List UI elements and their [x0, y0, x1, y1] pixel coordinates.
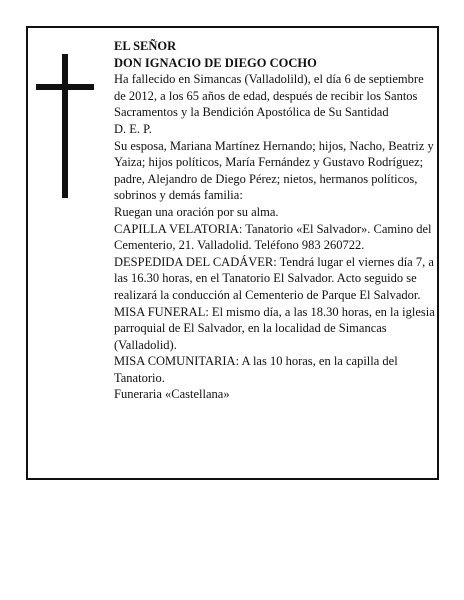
death-announcement: Ha fallecido en Simancas (Valladolild), el día 6 de septiembre de 2012, a los 65 años de edad, después de recibir los Santos Sacramentos y la Bendición Apostólica de Su Santidad: [114, 72, 424, 120]
obituary-notice: [26, 26, 439, 480]
dep-line: D. E. P.: [114, 121, 152, 136]
cross-vertical-bar: [62, 54, 68, 198]
funeraria: Funeraria «Castellana»: [114, 387, 230, 402]
cross-horizontal-bar: [36, 84, 94, 90]
notice-title: EL SEÑOR: [114, 39, 177, 53]
deceased-name: DON IGNACIO DE DIEGO COCHO: [114, 55, 317, 70]
misa-comunitaria: MISA COMUNITARIA: A las 10 horas, en la capilla del Tanatorio.: [114, 354, 398, 385]
family-list: Su esposa, Mariana Martínez Hernando; hijos, Nacho, Beatriz y Yaiza; hijos políticos, María Fernández y Gustavo Rodríguez; padre, Alejandro de Diego Pérez; nietos, hermanos políticos, sobrinos y demás familia:: [114, 138, 434, 203]
misa-funeral: MISA FUNERAL: El mismo día, a las 18.30 horas, en la iglesia parroquial de El Salvador, en la localidad de Simancas (Valladolid).: [114, 304, 435, 352]
capilla-velatoria: CAPILLA VELATORIA: Tanatorio «El Salvador». Camino del Cementerio, 21. Valladolid. Teléfono 983 260722.: [114, 221, 432, 253]
notice-text: [114, 38, 436, 403]
despedida-cadaver: DESPEDIDA DEL CADÁVER: Tendrá lugar el viernes día 7, a las 16.30 horas, en el Tanatorio El Salvador. Acto seguido se realizará la conducción al Cementerio de Parque El Salvador.: [114, 254, 434, 302]
latin-cross-icon: [36, 54, 94, 198]
prayer-request: Ruegan una oración por su alma.: [114, 204, 279, 219]
